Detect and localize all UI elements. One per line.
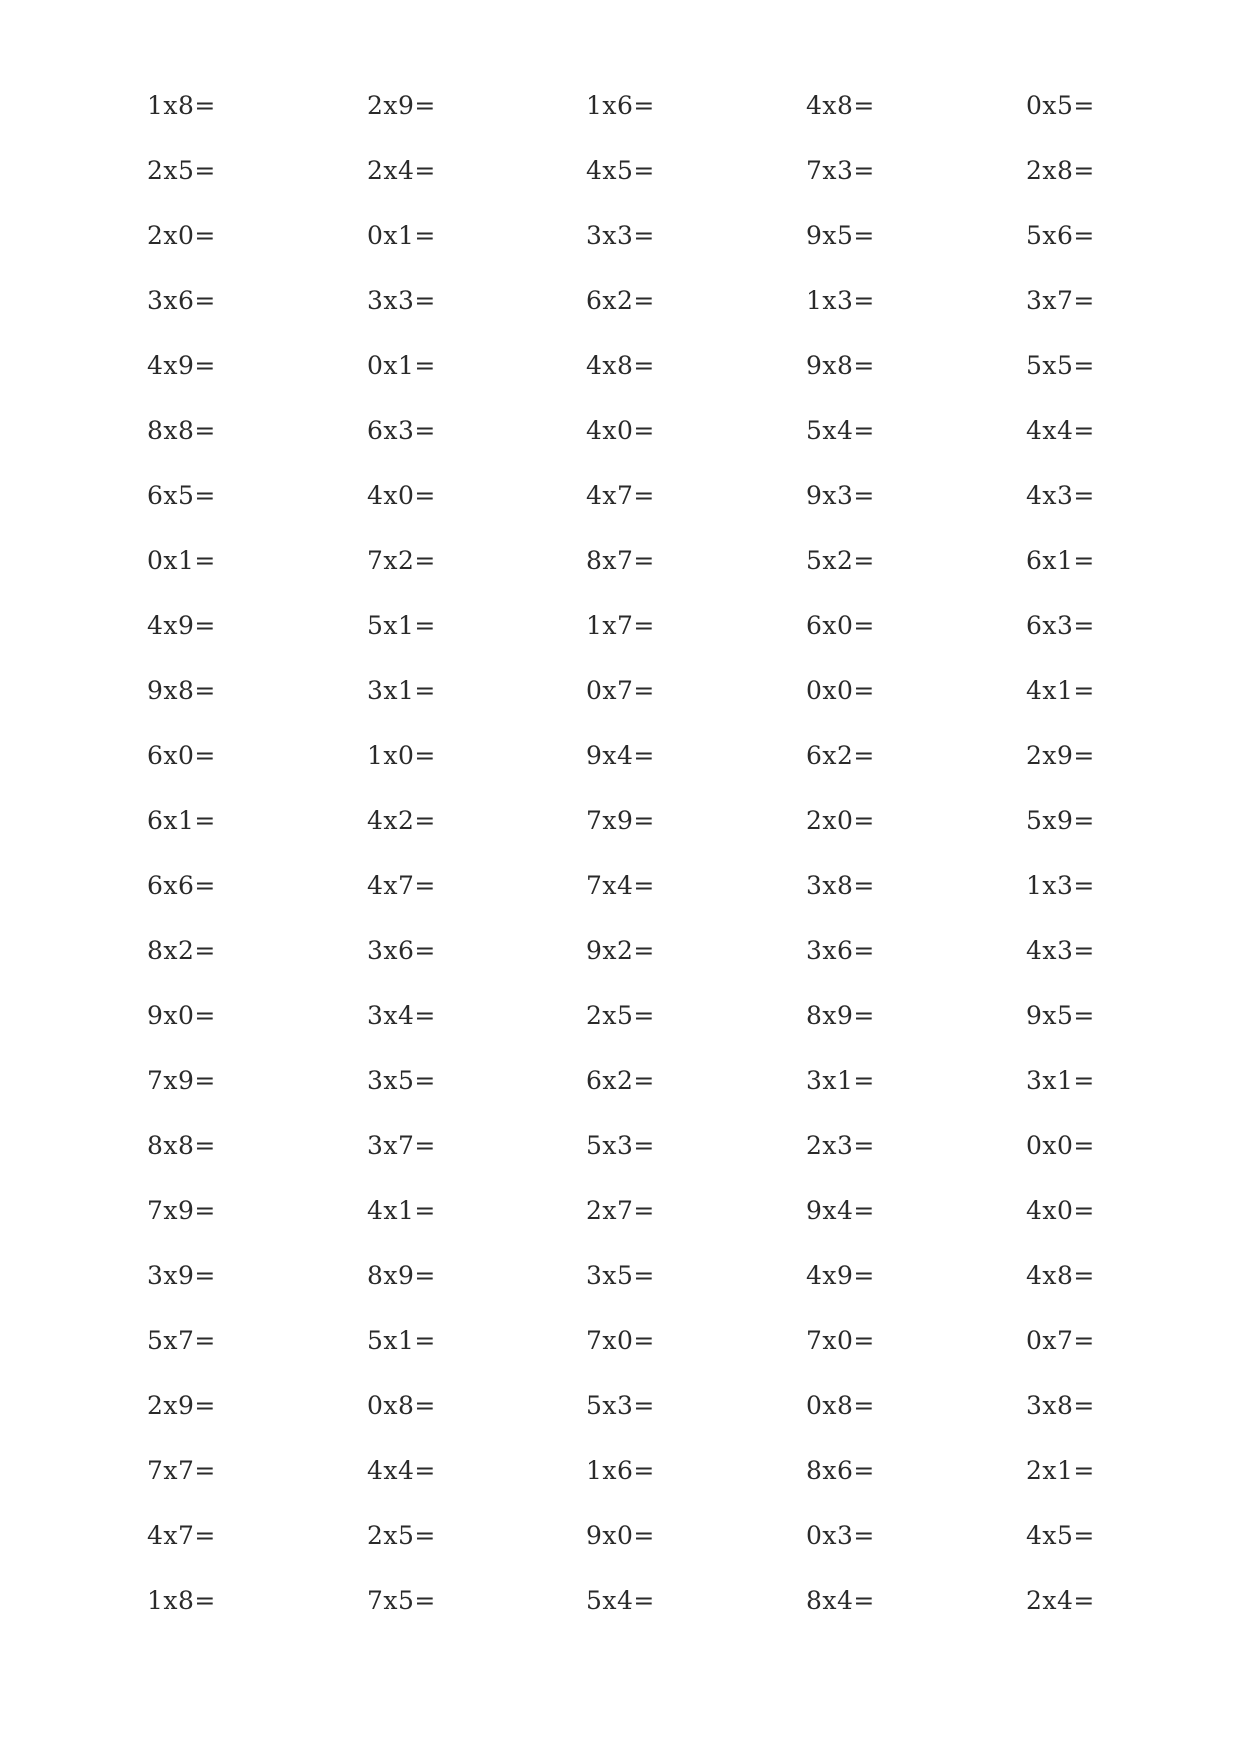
problem-row <box>0 1321 1235 1361</box>
multiplication-problem: 3x6= <box>806 936 875 965</box>
problem-row <box>0 1061 1235 1101</box>
multiplication-problem: 6x3= <box>367 416 436 445</box>
multiplication-problem: 0x7= <box>1026 1326 1095 1355</box>
problem-row <box>0 411 1235 451</box>
multiplication-problem: 2x0= <box>806 806 875 835</box>
problem-row <box>0 216 1235 256</box>
problem-row <box>0 281 1235 321</box>
multiplication-problem: 9x4= <box>806 1196 875 1225</box>
multiplication-problem: 9x8= <box>147 676 216 705</box>
multiplication-problem: 8x4= <box>806 1586 875 1615</box>
problem-row <box>0 606 1235 646</box>
multiplication-problem: 3x5= <box>367 1066 436 1095</box>
multiplication-problem: 7x7= <box>147 1456 216 1485</box>
multiplication-problem: 8x9= <box>806 1001 875 1030</box>
multiplication-problem: 4x7= <box>367 871 436 900</box>
multiplication-problem: 5x4= <box>586 1586 655 1615</box>
multiplication-problem: 4x3= <box>1026 936 1095 965</box>
multiplication-problem: 4x3= <box>1026 481 1095 510</box>
multiplication-problem: 5x3= <box>586 1131 655 1160</box>
multiplication-problem: 2x1= <box>1026 1456 1095 1485</box>
multiplication-problem: 5x4= <box>806 416 875 445</box>
multiplication-problem: 8x9= <box>367 1261 436 1290</box>
multiplication-problem: 8x6= <box>806 1456 875 1485</box>
multiplication-problem: 5x2= <box>806 546 875 575</box>
multiplication-problem: 9x3= <box>806 481 875 510</box>
multiplication-problem: 7x5= <box>367 1586 436 1615</box>
problem-row <box>0 996 1235 1036</box>
multiplication-problem: 2x8= <box>1026 156 1095 185</box>
multiplication-problem: 3x7= <box>367 1131 436 1160</box>
multiplication-problem: 8x8= <box>147 1131 216 1160</box>
multiplication-problem: 1x6= <box>586 1456 655 1485</box>
multiplication-problem: 6x2= <box>586 286 655 315</box>
multiplication-problem: 1x0= <box>367 741 436 770</box>
multiplication-problem: 4x9= <box>806 1261 875 1290</box>
problem-row <box>0 931 1235 971</box>
multiplication-problem: 1x8= <box>147 1586 216 1615</box>
multiplication-problem: 7x0= <box>586 1326 655 1355</box>
multiplication-problem: 2x5= <box>367 1521 436 1550</box>
multiplication-problem: 2x7= <box>586 1196 655 1225</box>
multiplication-problem: 7x9= <box>147 1066 216 1095</box>
multiplication-problem: 0x1= <box>367 351 436 380</box>
multiplication-problem: 6x2= <box>806 741 875 770</box>
problem-row <box>0 1191 1235 1231</box>
multiplication-problem: 1x7= <box>586 611 655 640</box>
multiplication-problem: 9x0= <box>147 1001 216 1030</box>
multiplication-problem: 4x4= <box>1026 416 1095 445</box>
multiplication-problem: 4x1= <box>367 1196 436 1225</box>
multiplication-problem: 0x3= <box>806 1521 875 1550</box>
multiplication-problem: 2x5= <box>586 1001 655 1030</box>
multiplication-problem: 6x1= <box>147 806 216 835</box>
problem-row <box>0 671 1235 711</box>
multiplication-problem: 3x8= <box>806 871 875 900</box>
problem-row <box>0 1516 1235 1556</box>
problem-row <box>0 151 1235 191</box>
multiplication-problem: 3x3= <box>586 221 655 250</box>
multiplication-problem: 2x9= <box>1026 741 1095 770</box>
multiplication-problem: 6x3= <box>1026 611 1095 640</box>
multiplication-problem: 5x7= <box>147 1326 216 1355</box>
multiplication-problem: 4x8= <box>586 351 655 380</box>
multiplication-problem: 2x4= <box>1026 1586 1095 1615</box>
multiplication-problem: 4x7= <box>586 481 655 510</box>
multiplication-problem: 5x3= <box>586 1391 655 1420</box>
multiplication-problem: 3x5= <box>586 1261 655 1290</box>
problem-row <box>0 346 1235 386</box>
multiplication-problem: 4x5= <box>1026 1521 1095 1550</box>
multiplication-problem: 5x6= <box>1026 221 1095 250</box>
multiplication-problem: 5x5= <box>1026 351 1095 380</box>
multiplication-problem: 8x8= <box>147 416 216 445</box>
multiplication-problem: 4x5= <box>586 156 655 185</box>
multiplication-problem: 6x1= <box>1026 546 1095 575</box>
multiplication-problem: 6x0= <box>147 741 216 770</box>
multiplication-problem: 0x0= <box>806 676 875 705</box>
multiplication-problem: 4x9= <box>147 351 216 380</box>
multiplication-problem: 3x1= <box>367 676 436 705</box>
problem-row <box>0 86 1235 126</box>
multiplication-problem: 1x3= <box>1026 871 1095 900</box>
multiplication-problem: 7x2= <box>367 546 436 575</box>
multiplication-problem: 5x9= <box>1026 806 1095 835</box>
multiplication-problem: 4x8= <box>1026 1261 1095 1290</box>
problem-row <box>0 541 1235 581</box>
multiplication-problem: 4x0= <box>1026 1196 1095 1225</box>
multiplication-problem: 2x9= <box>147 1391 216 1420</box>
multiplication-problem: 0x7= <box>586 676 655 705</box>
multiplication-problem: 1x3= <box>806 286 875 315</box>
multiplication-problem: 3x6= <box>367 936 436 965</box>
multiplication-problem: 3x1= <box>806 1066 875 1095</box>
multiplication-problem: 1x6= <box>586 91 655 120</box>
multiplication-problem: 3x4= <box>367 1001 436 1030</box>
multiplication-problem: 6x5= <box>147 481 216 510</box>
problem-row <box>0 1126 1235 1166</box>
multiplication-problem: 5x1= <box>367 611 436 640</box>
multiplication-problem: 4x2= <box>367 806 436 835</box>
multiplication-problem: 3x1= <box>1026 1066 1095 1095</box>
multiplication-problem: 8x7= <box>586 546 655 575</box>
problem-row <box>0 1451 1235 1491</box>
multiplication-problem: 4x1= <box>1026 676 1095 705</box>
problem-row <box>0 866 1235 906</box>
multiplication-problem: 3x8= <box>1026 1391 1095 1420</box>
multiplication-problem: 9x8= <box>806 351 875 380</box>
multiplication-problem: 4x9= <box>147 611 216 640</box>
problem-row <box>0 736 1235 776</box>
multiplication-problem: 7x9= <box>586 806 655 835</box>
multiplication-problem: 0x8= <box>367 1391 436 1420</box>
multiplication-problem: 3x9= <box>147 1261 216 1290</box>
multiplication-problem: 2x0= <box>147 221 216 250</box>
problem-row <box>0 801 1235 841</box>
multiplication-problem: 9x4= <box>586 741 655 770</box>
multiplication-problem: 9x2= <box>586 936 655 965</box>
problem-row <box>0 1256 1235 1296</box>
multiplication-problem: 7x0= <box>806 1326 875 1355</box>
multiplication-problem: 3x3= <box>367 286 436 315</box>
multiplication-problem: 9x5= <box>1026 1001 1095 1030</box>
multiplication-problem: 6x0= <box>806 611 875 640</box>
multiplication-problem: 0x1= <box>147 546 216 575</box>
problem-row <box>0 1386 1235 1426</box>
multiplication-problem: 2x5= <box>147 156 216 185</box>
multiplication-problem: 2x9= <box>367 91 436 120</box>
multiplication-problem: 9x0= <box>586 1521 655 1550</box>
multiplication-problem: 6x2= <box>586 1066 655 1095</box>
multiplication-problem: 4x0= <box>367 481 436 510</box>
multiplication-problem: 4x4= <box>367 1456 436 1485</box>
problem-row <box>0 1581 1235 1621</box>
multiplication-problem: 5x1= <box>367 1326 436 1355</box>
multiplication-problem: 2x4= <box>367 156 436 185</box>
multiplication-problem: 4x7= <box>147 1521 216 1550</box>
multiplication-problem: 1x8= <box>147 91 216 120</box>
multiplication-problem: 4x0= <box>586 416 655 445</box>
multiplication-problem: 0x5= <box>1026 91 1095 120</box>
multiplication-problem: 2x3= <box>806 1131 875 1160</box>
multiplication-problem: 0x1= <box>367 221 436 250</box>
multiplication-problem: 3x6= <box>147 286 216 315</box>
multiplication-problem: 9x5= <box>806 221 875 250</box>
multiplication-problem: 7x4= <box>586 871 655 900</box>
multiplication-problem: 6x6= <box>147 871 216 900</box>
problem-row <box>0 476 1235 516</box>
multiplication-problem: 7x3= <box>806 156 875 185</box>
multiplication-problem: 4x8= <box>806 91 875 120</box>
multiplication-problem: 0x0= <box>1026 1131 1095 1160</box>
multiplication-problem: 0x8= <box>806 1391 875 1420</box>
multiplication-problem: 8x2= <box>147 936 216 965</box>
multiplication-problem: 7x9= <box>147 1196 216 1225</box>
multiplication-problem: 3x7= <box>1026 286 1095 315</box>
